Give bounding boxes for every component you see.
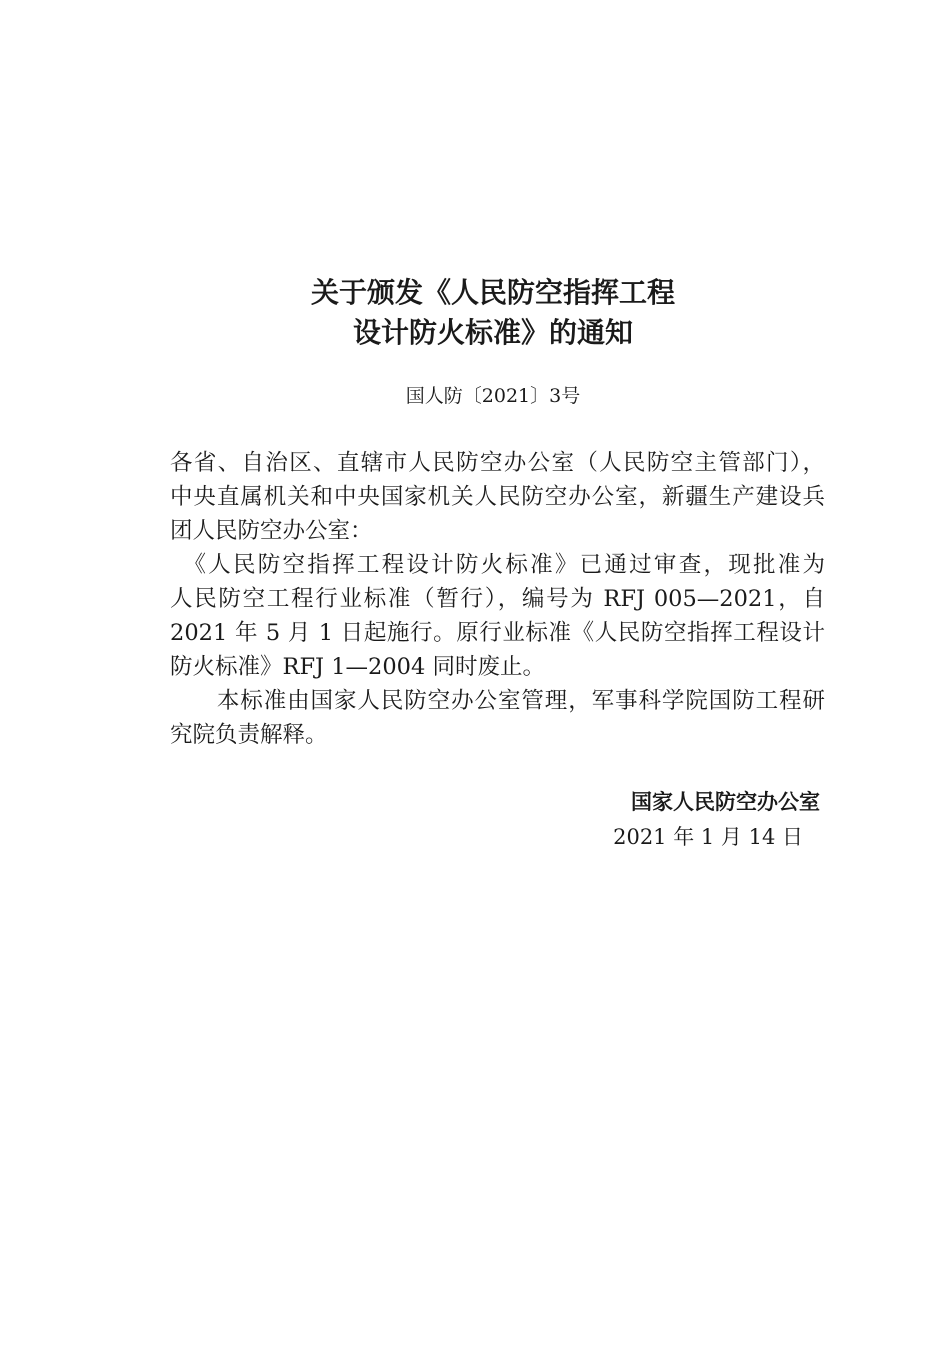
- body-line: 人民防空工程行业标准（暂行），编号为 RFJ 005—2021，自: [170, 586, 825, 612]
- title-line-2: 设计防火标准》的通知: [352, 316, 633, 349]
- body-line: 2021 年 5 月 1 日起施行。原行业标准《人民防空指挥工程设计: [170, 620, 825, 646]
- body-line: 《人民防空指挥工程设计防火标准》已通过审查，现批准为: [170, 552, 825, 578]
- body-line: 中央直属机关和中央国家机关人民防空办公室，新疆生产建设兵: [170, 484, 825, 510]
- title-line-1: 关于颁发《人民防空指挥工程: [310, 276, 675, 309]
- document-number: 国人防〔2021〕3号: [405, 385, 581, 407]
- body-line: 究院负责解释。: [170, 722, 328, 748]
- body-line: 团人民防空办公室：: [170, 518, 373, 544]
- body-line: 防火标准》RFJ 1—2004 同时废止。: [170, 654, 545, 680]
- body-line: 各省、自治区、直辖市人民防空办公室（人民防空主管部门），: [170, 450, 825, 476]
- issue-date: 2021 年 1 月 14 日: [613, 825, 803, 849]
- issuer-signature: 国家人民防空办公室: [631, 790, 820, 814]
- body-line: 本标准由国家人民防空办公室管理，军事科学院国防工程研: [170, 688, 825, 714]
